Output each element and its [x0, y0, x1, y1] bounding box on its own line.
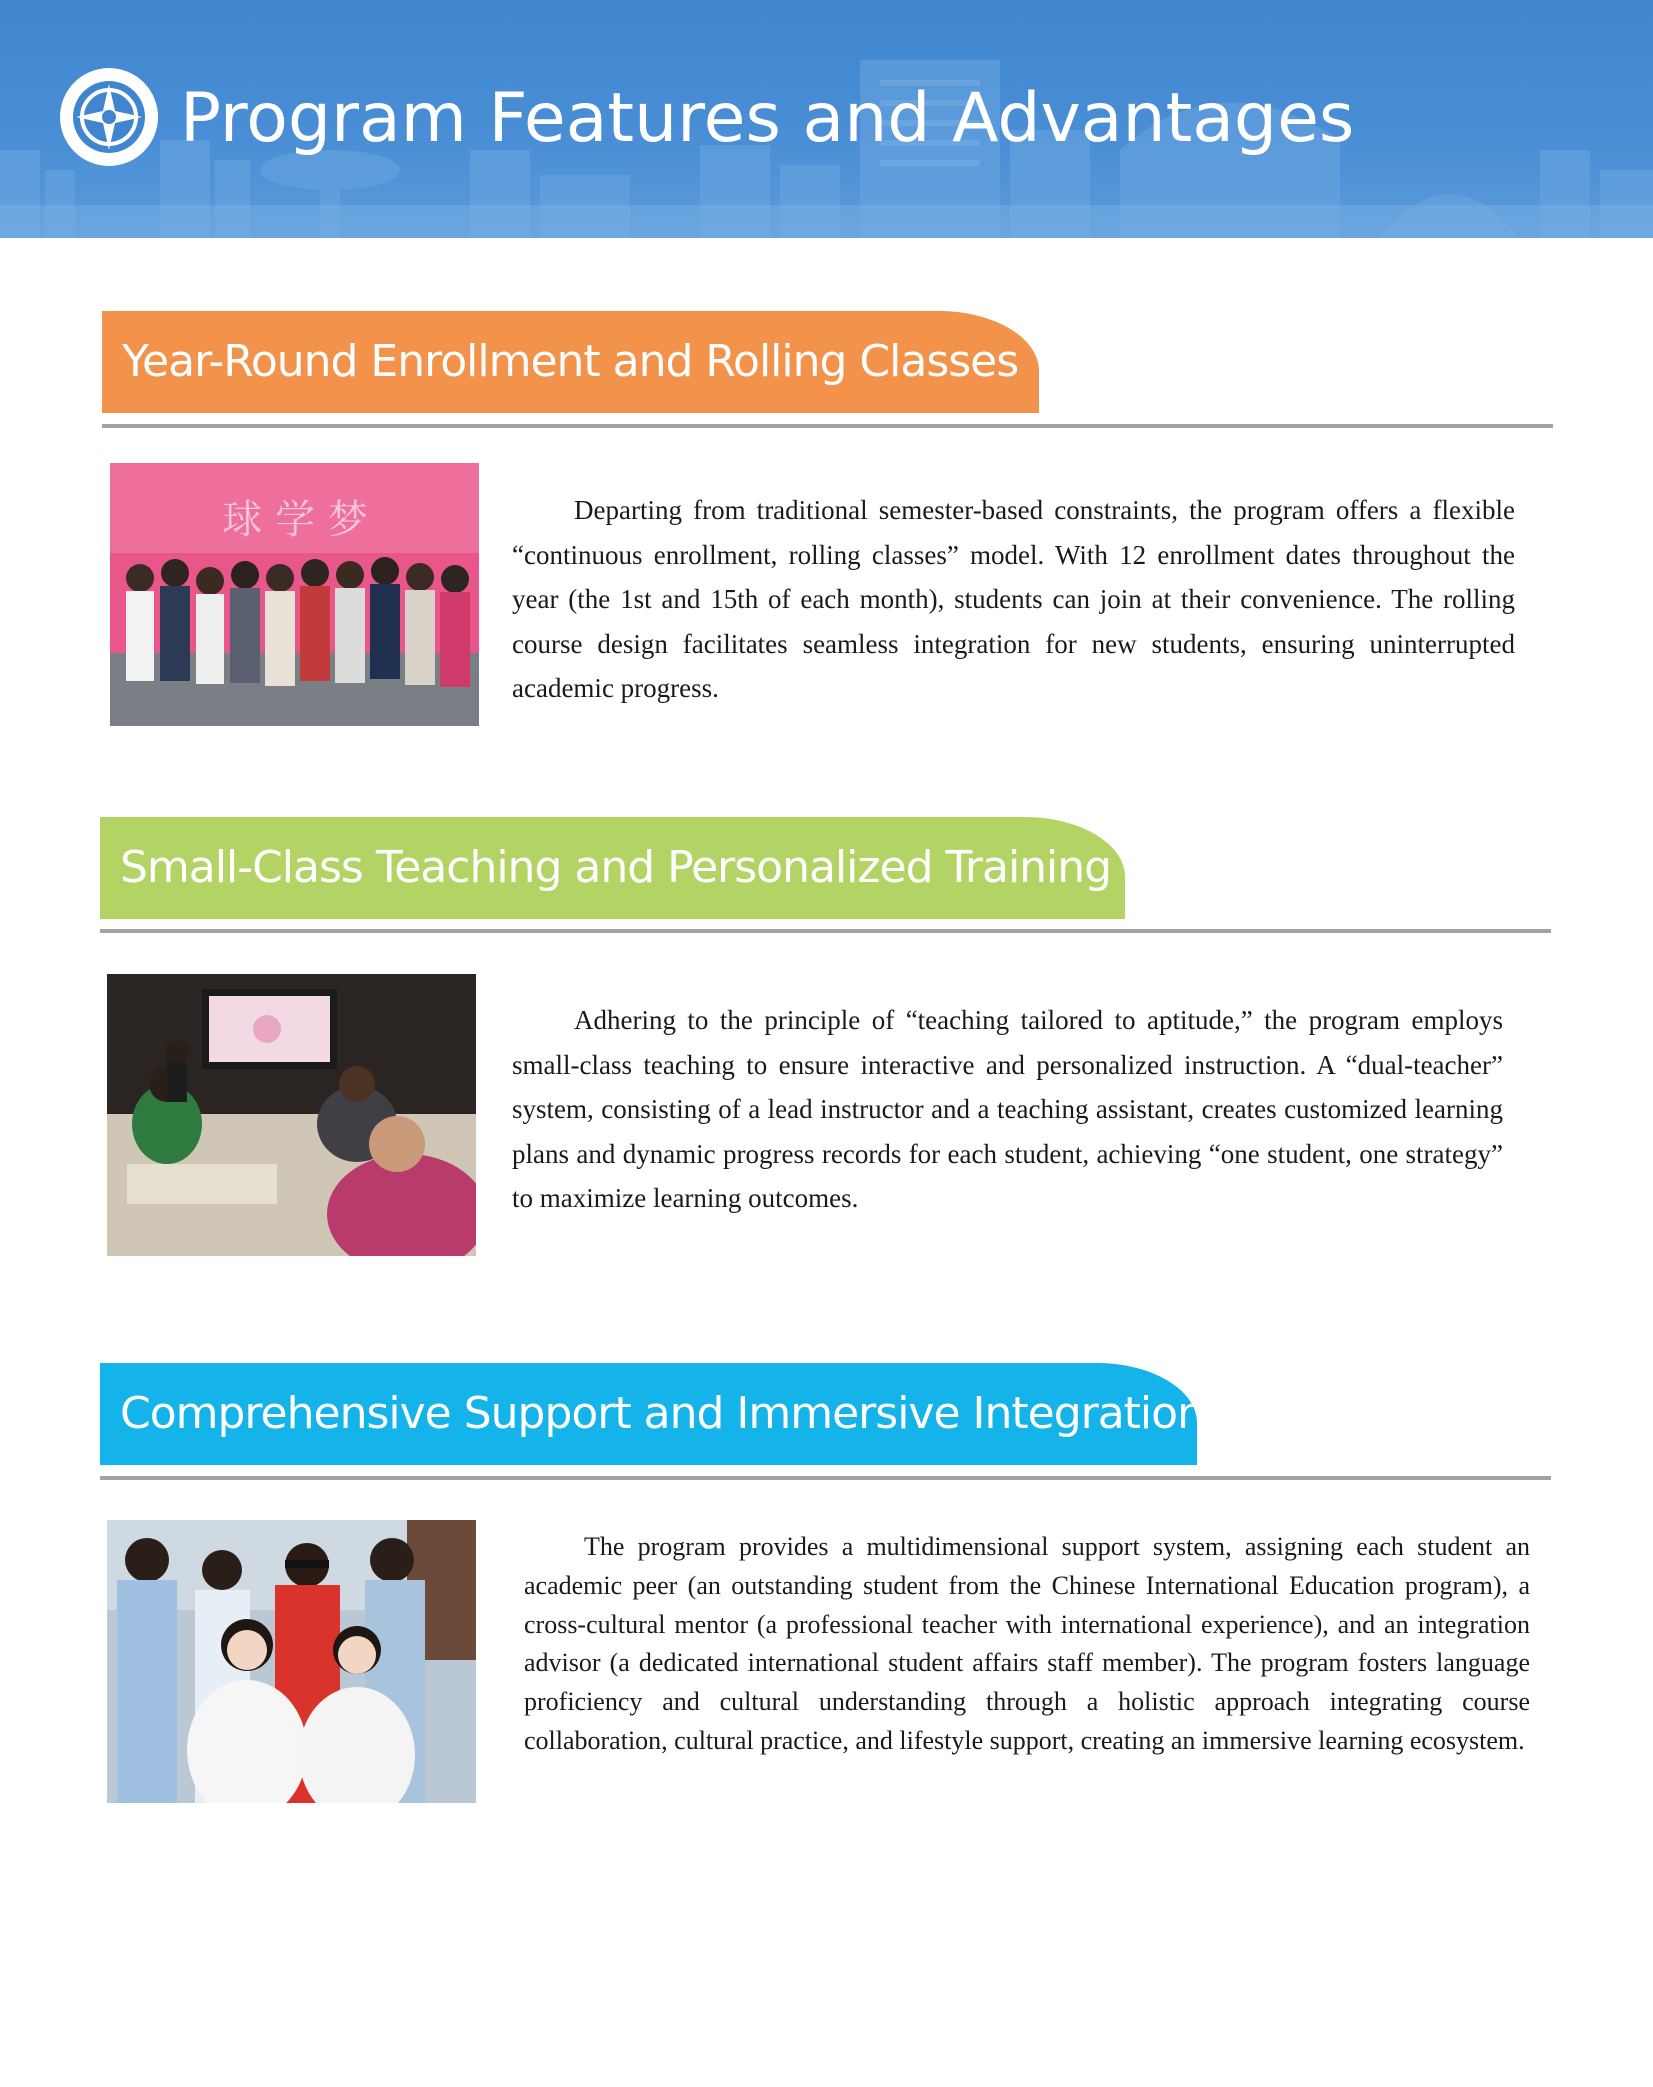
enrollment-group-photo [110, 463, 479, 726]
logo [60, 68, 158, 166]
page-title: Program Features and Advantages [180, 79, 1355, 158]
section-divider [102, 424, 1553, 428]
section-heading-small-class: Small-Class Teaching and Personalized Training [100, 817, 1125, 919]
section-text-enrollment: Departing from traditional semester-based constraints, the program offers a flexible “continuous enrollment, rolling classes” model. With 12 enrollment dates throughout the year (the 1st and 15th of each month), students can join at their convenience. The rolling course design facilitates seamless integration for new students, ensuring uninterrupted academic progress. [512, 495, 1515, 703]
section-text-support: The program provides a multidimensional support system, assigning each student an academic peer (an outstanding student from the Chinese International Education program), a cross-cultural mentor (a professional teacher with international experience), and an integration advisor (a dedicated international student affairs staff member). The program fosters language proficiency and cultural understanding through a holistic approach integrating course collaboration, cultural practice, and lifestyle support, creating an immersive learning ecosystem. [524, 1532, 1530, 1755]
section-heading-support: Comprehensive Support and Immersive Integration [100, 1363, 1197, 1465]
students-in-hanfu-photo [107, 1520, 476, 1803]
section-text-small-class: Adhering to the principle of “teaching tailored to aptitude,” the program employs small-class teaching to ensure interactive and personalized instruction. A “dual-teacher” system, consisting of a lead instructor and a teaching assistant, creates customized learning plans and dynamic progress records for each student, achieving “one student, one strategy” to maximize learning outcomes. [512, 1005, 1503, 1213]
section-divider [100, 1476, 1551, 1480]
section-divider [100, 929, 1551, 933]
section-heading-enrollment: Year-Round Enrollment and Rolling Classes [102, 311, 1039, 413]
svg-text:球 学 梦: 球 学 梦 [222, 497, 368, 543]
compass-emblem-icon [60, 68, 158, 166]
page-header [0, 0, 1653, 238]
classroom-photo [107, 974, 476, 1256]
